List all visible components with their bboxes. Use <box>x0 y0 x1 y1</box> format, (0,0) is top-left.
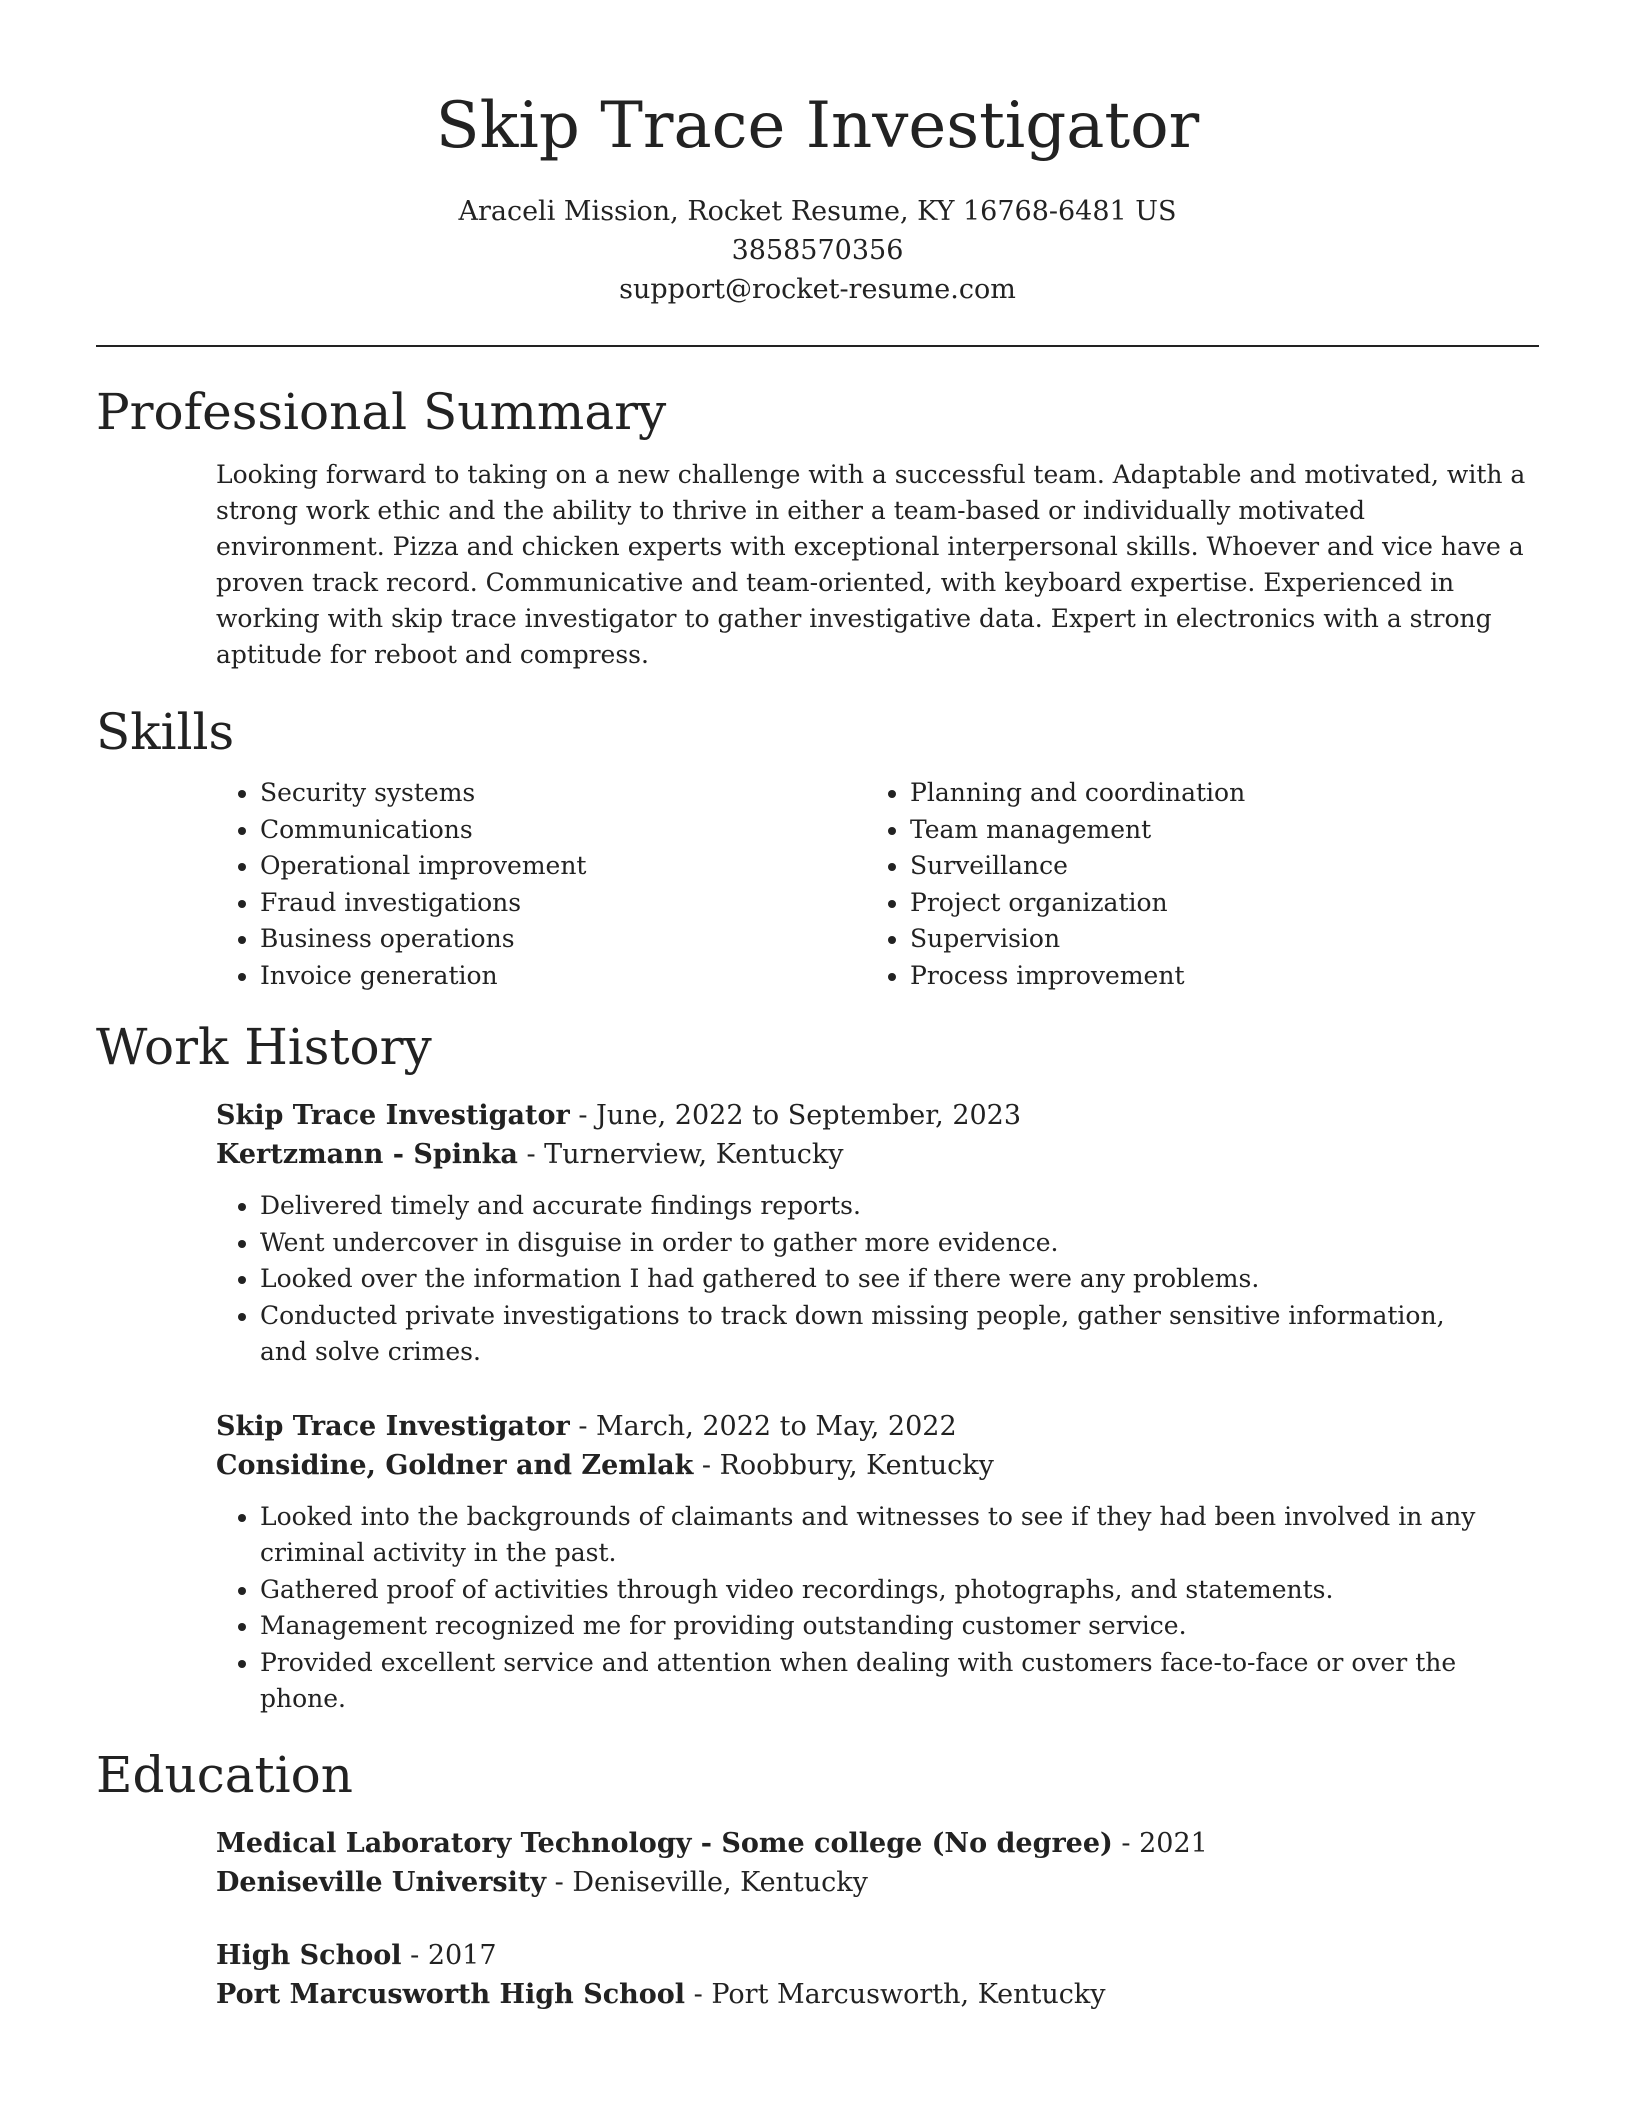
skill-item: • Project organization <box>910 885 1516 922</box>
skill-item: • Process improvement <box>910 958 1516 995</box>
education-school-line <box>216 1863 1539 1902</box>
work-history-heading: Work History <box>96 1018 432 1076</box>
job-title-line <box>216 1096 1539 1135</box>
skill-item: • Planning and coordination <box>910 775 1516 812</box>
job-dates: - March, 2022 to May, 2022 <box>569 1410 957 1442</box>
job-bullets <box>216 1499 1499 1718</box>
education-location: - Port Marcusworth, Kentucky <box>685 1978 1106 2010</box>
skills-column-right <box>866 775 1516 994</box>
job-location: - Roobbury, Kentucky <box>693 1449 994 1481</box>
skill-item: • Supervision <box>910 921 1516 958</box>
skills-column-left <box>216 775 866 994</box>
job-company-line <box>216 1135 1539 1174</box>
skill-item: • Communications <box>260 812 866 849</box>
education-entry <box>216 1936 1539 2014</box>
header-divider <box>96 345 1539 347</box>
job-bullet: • Conducted private investigations to track down missing people, gather sensitive information, and solve crimes. <box>260 1298 1499 1371</box>
skill-item: • Invoice generation <box>260 958 866 995</box>
education-year: - 2021 <box>1112 1827 1208 1859</box>
job-company: Considine, Goldner and Zemlak <box>216 1449 694 1481</box>
skill-item: • Fraud investigations <box>260 885 866 922</box>
job-title-line <box>216 1407 1539 1446</box>
summary-heading: Professional Summary <box>96 383 667 441</box>
job-company: Kertzmann - Spinka <box>216 1139 518 1170</box>
job-company-line <box>216 1446 1539 1485</box>
skill-item: • Operational improvement <box>260 848 866 885</box>
job-bullet: • Delivered timely and accurate findings reports. <box>260 1188 1499 1225</box>
job-role: Skip Trace Investigator <box>216 1410 570 1442</box>
skill-item: • Surveillance <box>910 848 1516 885</box>
job-bullet: • Went undercover in disguise in order to gather more evidence. <box>260 1225 1499 1262</box>
job-entry <box>216 1096 1539 1371</box>
job-bullet: • Gathered proof of activities through video recordings, photographs, and statements. <box>260 1572 1499 1609</box>
summary-text: Looking forward to taking on a new challenge with a successful team. Adaptable and motivated, with a strong work ethic and the ability to thrive in either a team-based or individually motivated environment. Pizza and chicken experts with exceptional interpersonal skills. Whoever and vice have a proven track record. Communicative and team-oriented, with keyboard expertise. Experienced in working with skip trace investigator to gather investigative data. Expert in electronics with a strong aptitude for reboot and compress. <box>216 460 1526 669</box>
skill-item: • Business operations <box>260 921 866 958</box>
education-heading: Education <box>96 1745 353 1804</box>
resume-header <box>96 0 1539 309</box>
education-school: Port Marcusworth High School <box>216 1978 686 2010</box>
job-bullet: • Looked over the information I had gathered to see if there were any problems. <box>260 1261 1499 1298</box>
education-program-line <box>216 1824 1539 1863</box>
education-entry <box>216 1824 1539 1902</box>
job-entry <box>216 1407 1539 1718</box>
education-location: - Deniseville, Kentucky <box>546 1866 868 1898</box>
education-school: Deniseville University <box>216 1866 547 1898</box>
skills-list <box>216 775 1539 994</box>
resume-page <box>96 0 1539 2112</box>
job-role: Skip Trace Investigator <box>216 1100 570 1131</box>
job-bullet: • Management recognized me for providing outstanding customer service. <box>260 1608 1499 1645</box>
job-bullets <box>216 1188 1499 1371</box>
skill-item: • Security systems <box>260 775 866 812</box>
email-address: support@rocket-resume.com <box>619 274 1016 305</box>
education-program: High School <box>216 1939 402 1971</box>
candidate-name: Skip Trace Investigator <box>435 89 1200 163</box>
phone-number: 3858570356 <box>731 235 904 266</box>
address-line: Araceli Mission, Rocket Resume, KY 16768-6481 US <box>458 196 1177 227</box>
job-bullet: • Provided excellent service and attention when dealing with customers face-to-face or over the phone. <box>260 1645 1499 1718</box>
skills-heading: Skills <box>96 703 235 761</box>
education-year: - 2017 <box>401 1939 497 1971</box>
job-bullet: • Looked into the backgrounds of claimants and witnesses to see if they had been involved in any criminal activity in the past. <box>260 1499 1499 1572</box>
education-school-line <box>216 1975 1539 2014</box>
education-program: Medical Laboratory Technology - Some college (No degree) <box>216 1827 1113 1859</box>
education-program-line <box>216 1936 1539 1975</box>
skill-item: • Team management <box>910 812 1516 849</box>
job-dates: - June, 2022 to September, 2023 <box>569 1100 1022 1131</box>
contact-block <box>96 192 1539 309</box>
job-location: - Turnerview, Kentucky <box>517 1139 844 1170</box>
